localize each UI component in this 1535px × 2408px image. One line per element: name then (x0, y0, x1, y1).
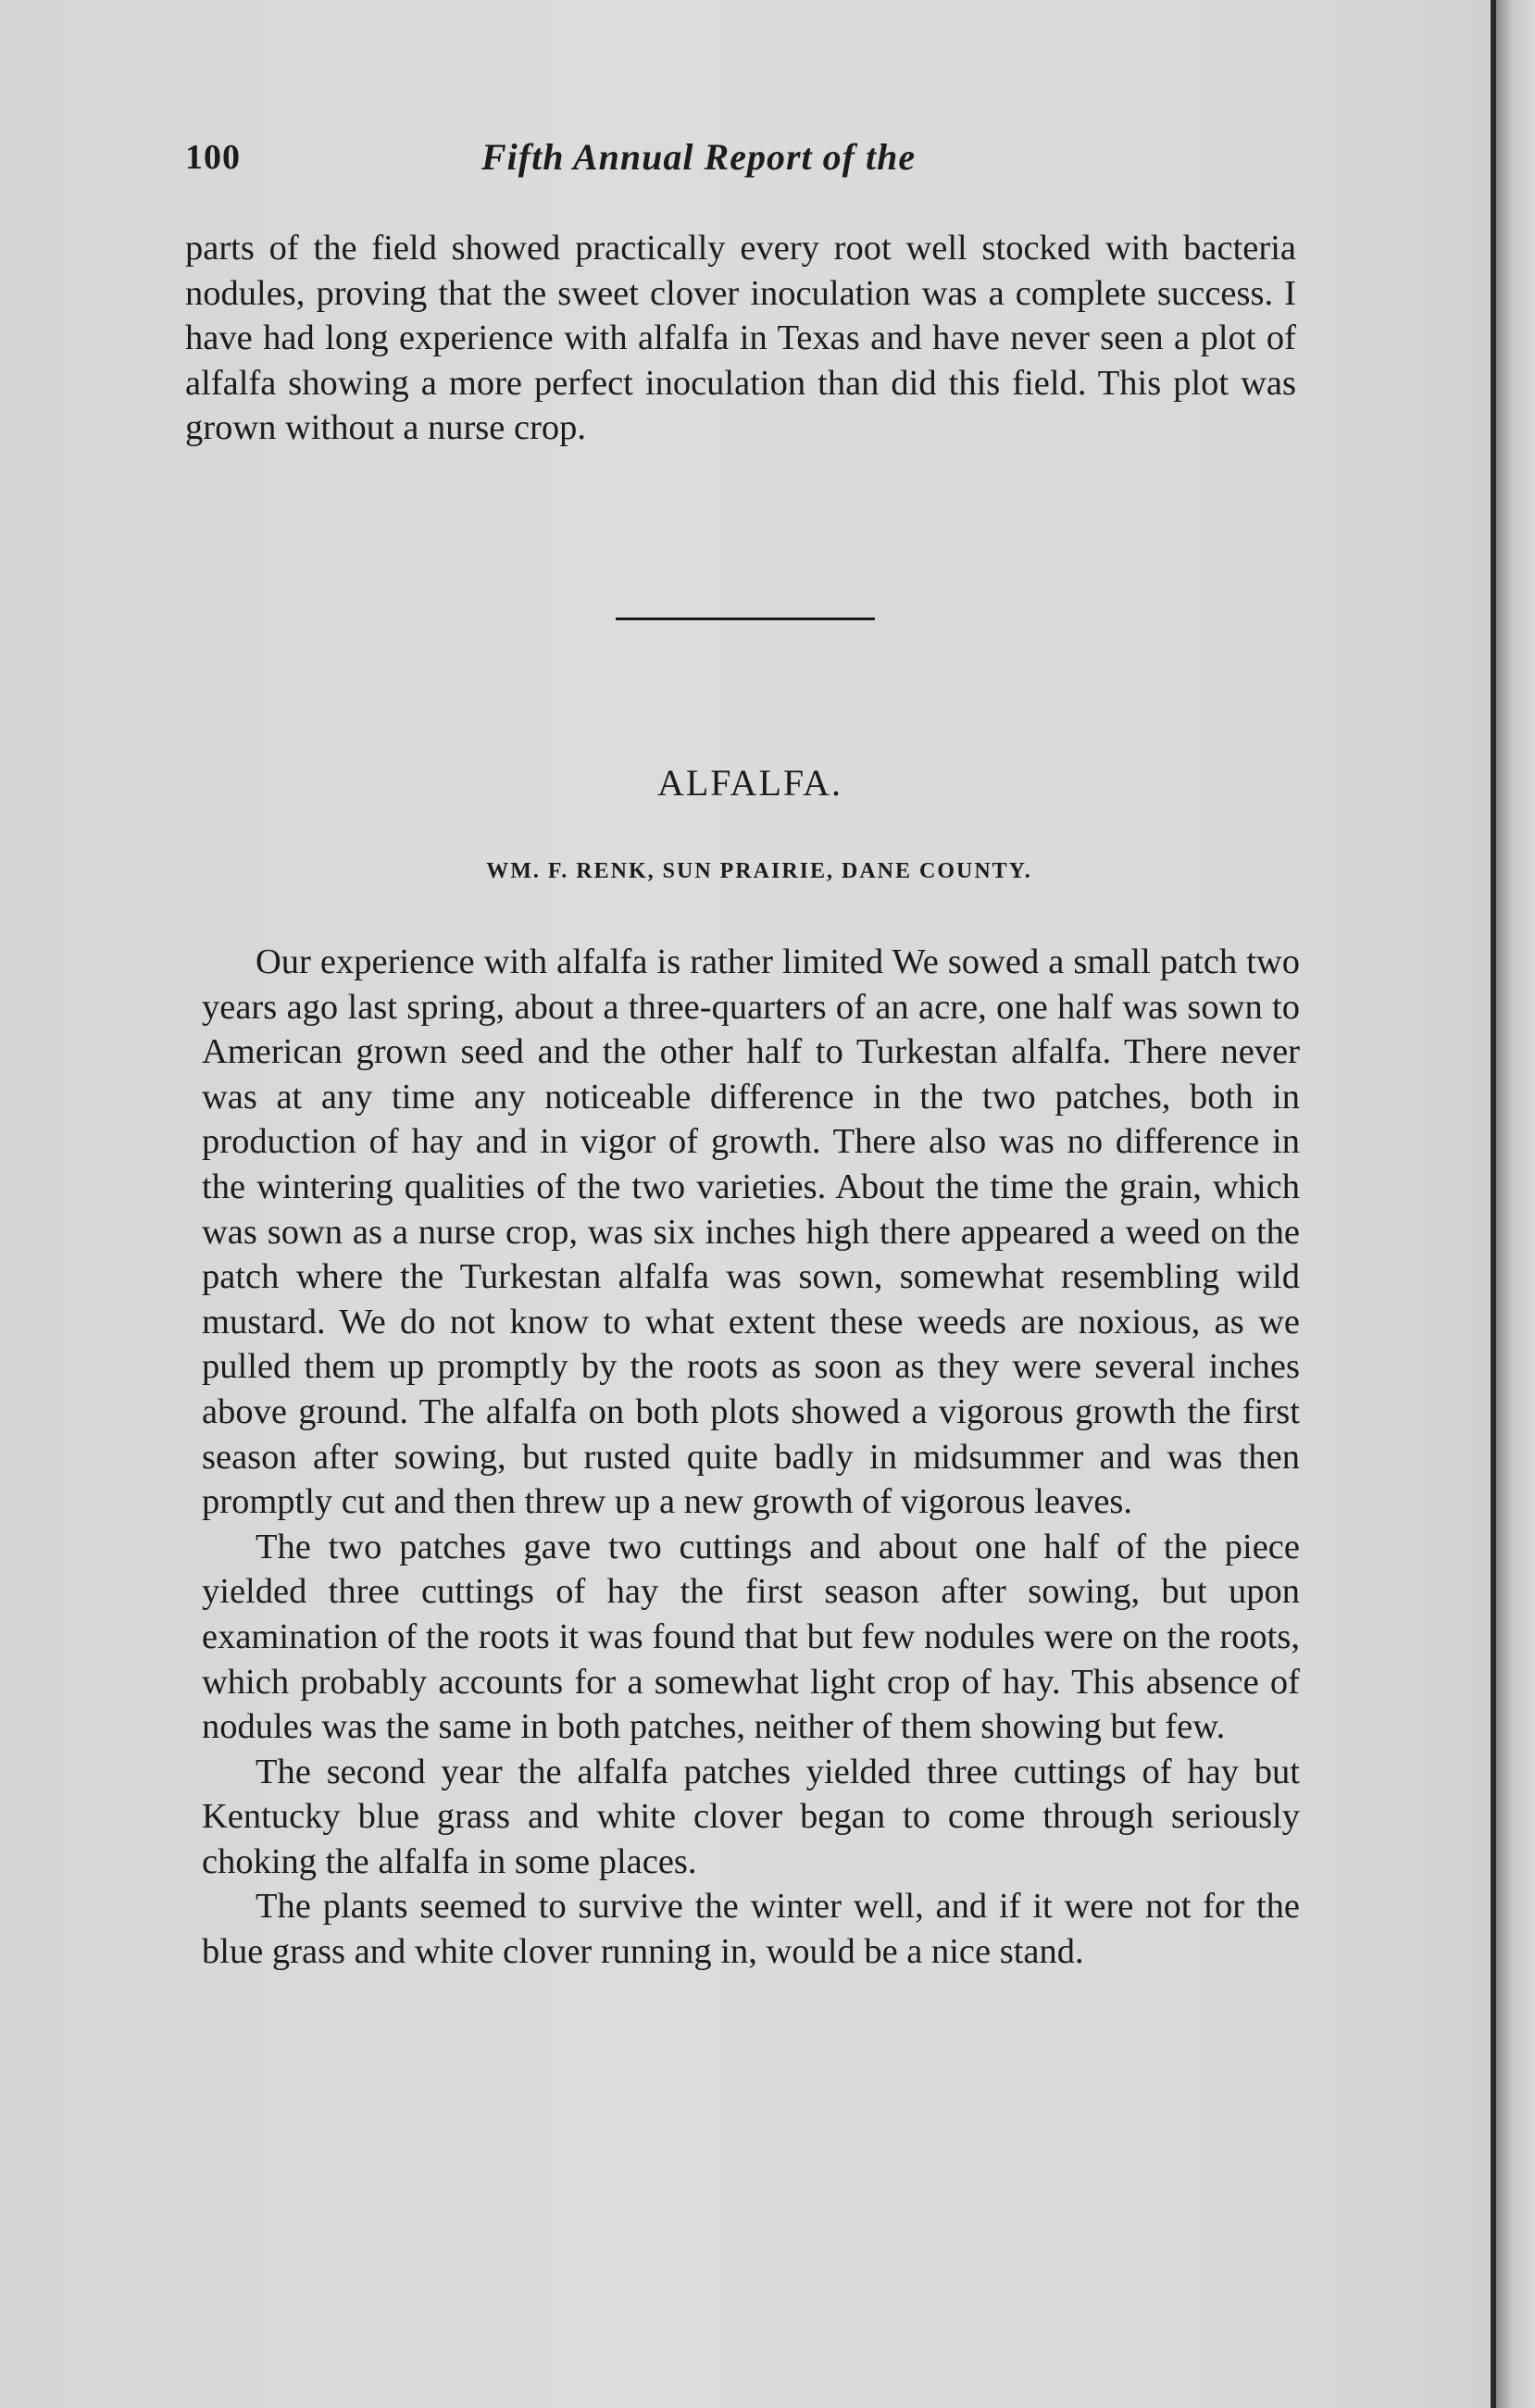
article-paragraph-3: The second year the alfalfa patches yielded three cuttings of hay but Kentucky blue grass and white clover began to come through seriously choking the alfalfa in some places. (202, 1752, 1300, 1881)
binding-shadow (1496, 0, 1535, 2408)
article-paragraph-1: Our experience with alfalfa is rather limited We sowed a small patch two years ago last spring, about a three-quarters of an acre, one half was sown to American grown seed and the other half to Turkestan alfalfa. There never was at any time any noticeable difference in the two patches, both in production of hay and in vigor of growth. There also was no difference in the wintering qualities of the two varieties. About the time the grain, which was sown as a nurse crop, was six inches high there appeared a weed on the patch where the Turkestan alfalfa was sown, somewhat resembling wild mustard. We do not know to what extent these weeds are noxious, as we pulled them up promptly by the roots as soon as they were several inches above ground. The alfalfa on both plots showed a vigorous growth the first season after sowing, but rusted quite badly in midsummer and was then promptly cut and then threw up a new growth of vigorous leaves. (202, 942, 1300, 1522)
page-number: 100 (185, 138, 241, 177)
continued-paragraph-block (185, 226, 1296, 451)
section-title: ALFALFA. (656, 762, 843, 804)
running-title: Fifth Annual Report of the (481, 136, 917, 178)
article-body (202, 940, 1300, 1975)
continued-paragraph: parts of the field showed practically every root well stocked with bacteria nodules, proving that the sweet clover inoculation was a complete success. I have had long experience with alfalfa in Texas and have never seen a plot of alfalfa showing a more perfect inoculation than did this field. This plot was grown without a nurse crop. (185, 229, 1296, 448)
article-paragraph-4: The plants seemed to survive the winter well, and if it were not for the blue grass and white clover running in, would be a nice stand. (202, 1887, 1300, 1972)
author-byline: WM. F. RENK, SUN PRAIRIE, DANE COUNTY. (486, 859, 1032, 883)
article-paragraph-2: The two patches gave two cuttings and about one half of the piece yielded three cuttings of hay the first season after sowing, but upon examination of the roots it was found that but few nodules were on the roots, which probably accounts for a somewhat light crop of hay. This absence of nodules was the same in both patches, neither of them showing but few. (202, 1527, 1300, 1747)
section-divider (616, 618, 875, 620)
